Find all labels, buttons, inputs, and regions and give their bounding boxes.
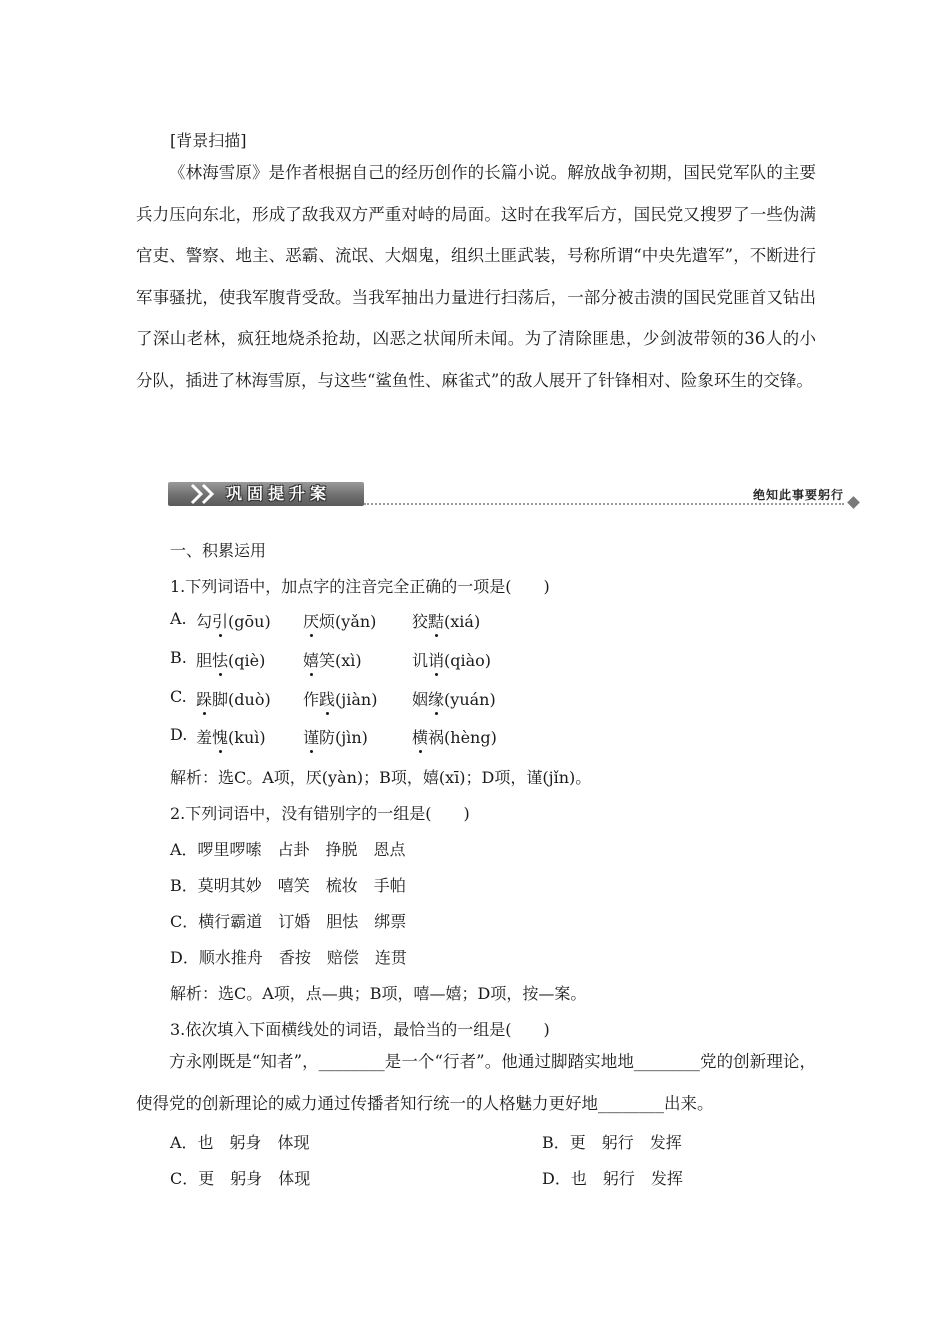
pinyin: (xì) [335,651,362,670]
word-text: 胆 [196,651,213,670]
word-text: 讥 [412,651,429,670]
question-1-option-c-word-1 [196,687,271,710]
dotted-divider [364,503,844,505]
double-chevron-icon [188,482,228,506]
question-2-option-a: A．啰里啰嗦 占卦 挣脱 恩点 [170,840,406,859]
question-1-option-b-word-3 [412,648,491,671]
pinyin: (duò) [228,690,271,709]
question-1-option-c-letter: C. [170,687,187,706]
emphasized-character: 缘 [428,690,445,709]
word-text: 烦 [319,612,336,631]
question-2-option-b: B．莫明其妙 嘻笑 梳妆 手帕 [170,876,406,895]
question-2-answer: 解析：选C。A项，点—典；B项，嘻—嬉；D项，按—案。 [170,984,587,1003]
background-paragraph: 《林海雪原》是作者根据自己的经历创作的长篇小说。解放战争初期，国民党军队的主要兵力压向东北，形成了敌我双方严重对峙的局面。这时在我军后方，国民党又搜罗了一些伪满官吏、警察、地主、恶霸、流氓、大烟鬼，组织土匪武装，号称所谓“中央先遣军”，不断进行军事骚扰，使我军腹背受敌。当我军抽出力量进行扫荡后，一部分被击溃的国民党匪首又钻出了深山老林，疯狂地烧杀抢劫，凶恶之状闻所未闻。为了清除匪患，少剑波带领的36人的小分队，插进了林海雪原，与这些“鲨鱼性、麻雀式”的敌人展开了针锋相对、险象环生的交锋。 [136,163,816,390]
word-text: 勾 [196,612,213,631]
pinyin: (qiào) [444,651,492,670]
question-1-option-b-word-2 [303,648,362,671]
background-heading: [背景扫描] [170,131,247,150]
question-3-option-d: D．也 躬行 发挥 [542,1169,683,1188]
question-1-option-b-word-1 [196,648,265,671]
pinyin: (qiè) [228,651,266,670]
word-text: 姻 [412,690,429,709]
banner-slogan: 绝知此事要躬行 [752,488,844,502]
question-1-option-a-word-3 [412,609,480,632]
question-1-option-a-letter: A. [170,609,187,628]
word-text: 作 [303,690,320,709]
question-1-option-d-word-2 [303,725,368,748]
question-1-stem: 1.下列词语中，加点字的注音完全正确的一项是( ) [170,577,550,596]
question-1-option-a-word-1 [196,609,271,632]
question-2-stem: 2.下列词语中，没有错别字的一组是( ) [170,804,470,823]
question-1-option-a-word-2 [303,609,376,632]
question-1-option-c-word-3 [412,687,496,710]
emphasized-character: 横 [412,728,429,747]
question-3-passage: 方永刚既是“知者”，________是一个“行者”。他通过脚踏实地地________党的创新理论，使得党的创新理论的威力通过传播者知行统一的人格魅力更好地________出来。 [136,1052,816,1113]
emphasized-character: 诮 [428,651,445,670]
emphasized-character: 谨 [303,728,320,747]
emphasized-character: 厌 [303,612,320,631]
emphasized-character: 怯 [212,651,229,670]
section-banner [168,480,858,508]
question-1-option-d-word-3 [412,725,497,748]
question-1-option-c-word-2 [303,687,377,710]
question-2-option-d: D．顺水推舟 香按 赔偿 连贯 [170,948,407,967]
pinyin: (hèng) [444,728,497,747]
question-3-option-c: C．更 躬身 体现 [170,1169,311,1188]
question-1-answer: 解析：选C。A项，厌(yàn)；B项，嬉(xī)；D项，谨(jǐn)。 [170,768,592,787]
word-text: 祸 [428,728,445,747]
word-text: 笑 [319,651,336,670]
pinyin: (yǎn) [335,612,377,631]
emphasized-character: 嬉 [303,651,320,670]
emphasized-character: 引 [212,612,229,631]
section-title: 一、积累运用 [170,541,267,560]
pinyin: (xiá) [444,612,481,631]
pinyin: (jìn) [335,728,368,747]
question-1-option-d-word-1 [196,725,266,748]
emphasized-character: 愧 [212,728,229,747]
question-3-option-b: B．更 躬行 发挥 [542,1133,682,1152]
question-2-option-c: C．横行霸道 订婚 胆怯 绑票 [170,912,407,931]
word-text: 羞 [196,728,213,747]
emphasized-character: 践 [319,690,336,709]
emphasized-character: 黠 [428,612,445,631]
banner-title: 巩固提升案 [226,484,332,503]
diamond-icon [847,496,860,509]
question-1-option-d-letter: D. [170,725,188,744]
pinyin: (kuì) [228,728,266,747]
question-3-stem: 3.依次填入下面横线处的词语，最恰当的一组是( ) [170,1020,550,1039]
pinyin: (jiàn) [335,690,378,709]
word-text: 防 [319,728,336,747]
word-text: 狡 [412,612,429,631]
word-text: 脚 [212,690,229,709]
pinyin: (gōu) [228,612,271,631]
emphasized-character: 跺 [196,690,213,709]
question-1-option-b-letter: B. [170,648,187,667]
question-3-option-a: A．也 躬身 体现 [170,1133,310,1152]
pinyin: (yuán) [444,690,496,709]
